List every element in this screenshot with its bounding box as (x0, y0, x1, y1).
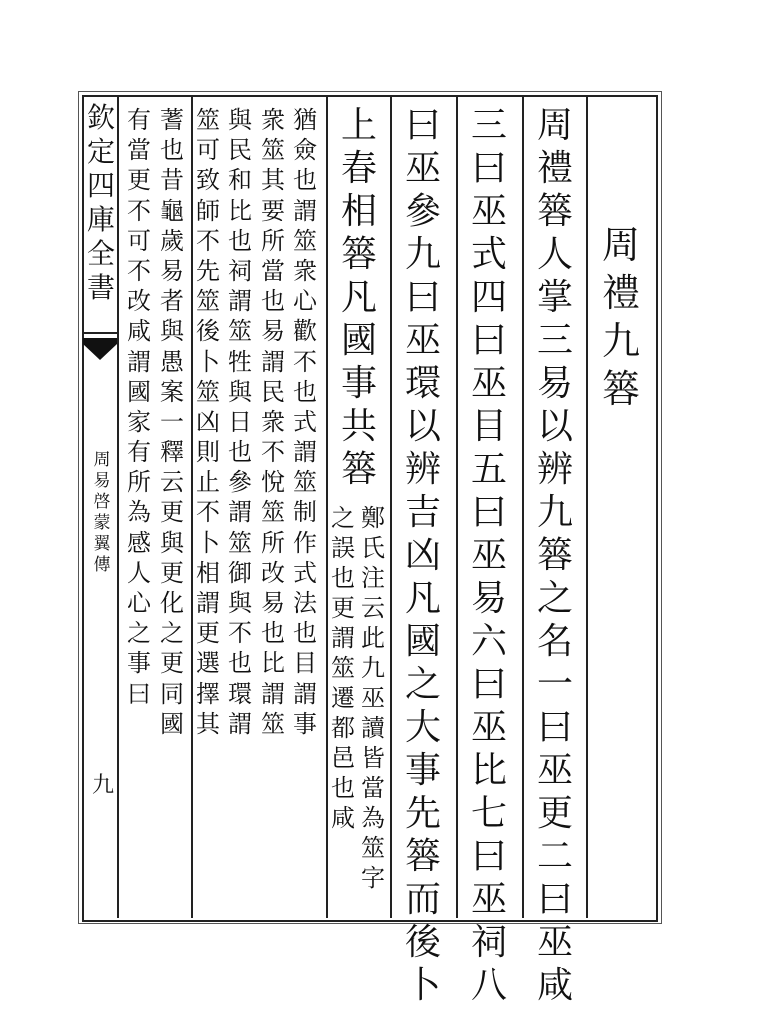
glyph: 凡 (404, 578, 441, 619)
glyph: 所 (261, 226, 285, 255)
glyph: 傳 (93, 555, 111, 575)
commentary-column-10 (124, 108, 154, 712)
glyph: 人 (536, 234, 573, 275)
glyph: 而 (404, 879, 441, 920)
glyph: 與 (160, 317, 184, 346)
column-rule (456, 95, 458, 918)
glyph: 為 (361, 804, 385, 832)
glyph: 龜 (160, 196, 184, 225)
glyph: 之 (536, 578, 573, 619)
glyph: 衆 (261, 407, 285, 436)
glyph: 咸 (536, 965, 573, 1006)
glyph: 此 (361, 624, 385, 652)
glyph: 也 (293, 166, 317, 195)
glyph: 書 (86, 271, 115, 304)
glyph: 也 (261, 619, 285, 648)
glyph: 也 (293, 377, 317, 406)
glyph: 云 (361, 594, 385, 622)
glyph: 筮 (228, 317, 252, 346)
glyph: 周 (601, 223, 640, 267)
glyph: 四 (470, 277, 507, 318)
glyph: 巫 (404, 320, 441, 361)
glyph: 先 (196, 256, 220, 285)
glyph: 式 (293, 558, 317, 587)
glyph: 辨 (404, 449, 441, 490)
glyph: 大 (404, 707, 441, 748)
glyph: 九 (404, 234, 441, 275)
glyph: 有 (127, 106, 151, 134)
glyph: 之 (127, 619, 151, 648)
glyph: 衆 (293, 256, 317, 285)
glyph: 鄭 (361, 504, 385, 532)
glyph: 化 (160, 589, 184, 617)
glyph: 民 (228, 136, 252, 165)
glyph: 巫 (361, 684, 385, 712)
glyph: 目 (293, 649, 317, 678)
glyph: 皆 (361, 744, 385, 772)
glyph: 名 (536, 621, 573, 662)
glyph: 衆 (261, 106, 285, 134)
glyph: 家 (127, 407, 151, 436)
glyph: 心 (127, 589, 151, 617)
glyph: 謂 (228, 498, 252, 527)
glyph: 謂 (293, 196, 317, 225)
glyph: 有 (127, 438, 151, 467)
glyph: 一 (536, 664, 573, 705)
text-column-3 (400, 105, 446, 1011)
glyph: 其 (196, 709, 220, 738)
glyph: 以 (536, 406, 573, 447)
glyph: 九 (601, 319, 640, 363)
column-rule (586, 95, 588, 918)
glyph: 式 (470, 234, 507, 275)
glyph: 所 (127, 468, 151, 497)
glyph: 事 (340, 363, 377, 404)
glyph: 相 (196, 558, 220, 587)
glyph: 巫 (470, 879, 507, 920)
glyph: 曰 (404, 277, 441, 318)
glyph: 遷 (331, 684, 355, 712)
glyph: 也 (228, 438, 252, 467)
commentary-column-8 (193, 108, 223, 742)
glyph: 筮 (293, 226, 317, 255)
glyph: 都 (331, 714, 355, 742)
glyph: 其 (261, 166, 285, 195)
glyph: 筮 (261, 136, 285, 165)
glyph: 曰 (470, 492, 507, 533)
glyph: 簭 (340, 234, 377, 275)
glyph: 九 (536, 492, 573, 533)
text-column-4-main (336, 105, 382, 495)
glyph: 同 (160, 679, 184, 708)
glyph: 改 (261, 558, 285, 587)
glyph: 所 (261, 528, 285, 557)
glyph: 後 (196, 317, 220, 346)
glyph: 心 (293, 287, 317, 316)
glyph: 筮 (196, 106, 220, 134)
glyph: 歡 (293, 317, 317, 346)
glyph: 曰 (470, 148, 507, 189)
glyph: 法 (293, 589, 317, 617)
glyph: 釋 (160, 438, 184, 467)
glyph: 為 (127, 498, 151, 527)
glyph: 也 (261, 287, 285, 316)
glyph: 御 (228, 558, 252, 587)
glyph: 謂 (293, 438, 317, 467)
glyph: 日 (228, 407, 252, 436)
glyph: 六 (470, 621, 507, 662)
glyph: 不 (228, 619, 252, 648)
glyph: 凶 (196, 407, 220, 436)
page-number: 九 (91, 773, 114, 798)
glyph: 簭 (601, 367, 640, 411)
glyph: 可 (127, 226, 151, 255)
column-rule (522, 95, 524, 918)
glyph: 事 (293, 709, 317, 738)
glyph: 巫 (470, 191, 507, 232)
commentary-column-4b (329, 506, 357, 836)
glyph: 筮 (196, 287, 220, 316)
glyph: 與 (228, 106, 252, 134)
glyph: 筮 (228, 528, 252, 557)
glyph: 翼 (93, 534, 111, 554)
glyph: 八 (470, 965, 507, 1006)
glyph: 不 (127, 256, 151, 285)
glyph: 牲 (228, 347, 252, 376)
glyph: 巫 (470, 363, 507, 404)
glyph: 式 (293, 407, 317, 436)
fishtail-line (83, 332, 119, 334)
glyph: 謂 (261, 679, 285, 708)
glyph: 可 (196, 136, 220, 165)
glyph: 吉 (404, 492, 441, 533)
glyph: 簭 (536, 191, 573, 232)
glyph: 之 (160, 619, 184, 648)
glyph: 事 (404, 750, 441, 791)
glyph: 邑 (331, 744, 355, 772)
glyph: 三 (470, 105, 507, 146)
glyph: 卜 (196, 528, 220, 557)
glyph: 掌 (536, 277, 573, 318)
glyph: 謂 (261, 347, 285, 376)
glyph: 師 (196, 196, 220, 225)
glyph: 僉 (293, 136, 317, 165)
glyph: 祠 (228, 256, 252, 285)
glyph: 二 (536, 836, 573, 877)
glyph: 選 (196, 649, 220, 678)
glyph: 也 (331, 564, 355, 592)
glyph: 當 (361, 774, 385, 802)
glyph: 則 (196, 438, 220, 467)
glyph: 筮 (261, 498, 285, 527)
glyph: 筮 (261, 709, 285, 738)
glyph: 人 (127, 558, 151, 587)
glyph: 也 (331, 774, 355, 802)
glyph: 歲 (160, 226, 184, 255)
glyph: 三 (536, 320, 573, 361)
glyph: 蒙 (93, 513, 111, 533)
glyph: 當 (127, 136, 151, 165)
glyph: 更 (160, 649, 184, 678)
glyph: 周 (93, 450, 111, 470)
commentary-column-4a (359, 506, 387, 896)
margin-book-title (84, 101, 118, 308)
column-rule (390, 95, 392, 918)
glyph: 七 (470, 793, 507, 834)
glyph: 謂 (196, 589, 220, 617)
glyph: 國 (404, 621, 441, 662)
glyph: 筮 (361, 834, 385, 862)
commentary-column-9 (157, 108, 187, 742)
glyph: 與 (228, 589, 252, 617)
glyph: 巫 (536, 922, 573, 963)
glyph: 四 (86, 169, 115, 202)
section-heading (596, 223, 646, 418)
glyph: 卜 (404, 965, 441, 1006)
glyph: 巫 (470, 535, 507, 576)
glyph: 易 (261, 589, 285, 617)
glyph: 欽 (86, 101, 115, 134)
glyph: 也 (160, 136, 184, 165)
glyph: 周 (536, 105, 573, 146)
glyph: 巫 (536, 750, 573, 791)
glyph: 案 (160, 377, 184, 406)
glyph: 先 (404, 793, 441, 834)
glyph: 注 (361, 564, 385, 592)
glyph: 要 (261, 196, 285, 225)
glyph: 感 (127, 528, 151, 557)
glyph: 參 (228, 468, 252, 497)
glyph: 昔 (160, 166, 184, 195)
glyph: 禮 (536, 148, 573, 189)
glyph: 悅 (261, 468, 285, 497)
glyph: 春 (340, 148, 377, 189)
glyph: 易 (470, 578, 507, 619)
glyph: 也 (293, 619, 317, 648)
glyph: 國 (340, 320, 377, 361)
glyph: 五 (470, 449, 507, 490)
glyph: 更 (196, 619, 220, 648)
glyph: 與 (160, 528, 184, 557)
glyph: 和 (228, 166, 252, 195)
glyph: 參 (404, 191, 441, 232)
glyph: 蓍 (160, 106, 184, 134)
glyph: 凡 (340, 277, 377, 318)
glyph: 巫 (470, 707, 507, 748)
glyph: 簭 (404, 836, 441, 877)
glyph: 作 (293, 528, 317, 557)
glyph: 辨 (536, 449, 573, 490)
commentary-column-5 (290, 108, 320, 742)
glyph: 曰 (470, 836, 507, 877)
glyph: 一 (160, 407, 184, 436)
glyph: 啓 (93, 492, 111, 512)
glyph: 卜 (196, 347, 220, 376)
glyph: 也 (228, 649, 252, 678)
glyph: 更 (127, 166, 151, 195)
glyph: 祠 (470, 922, 507, 963)
glyph: 當 (261, 256, 285, 285)
glyph: 定 (86, 135, 115, 168)
glyph: 相 (340, 191, 377, 232)
glyph: 曰 (470, 320, 507, 361)
glyph: 云 (160, 468, 184, 497)
glyph: 上 (340, 105, 377, 146)
glyph: 國 (160, 709, 184, 738)
glyph: 後 (404, 922, 441, 963)
commentary-column-6 (258, 108, 288, 742)
commentary-column-7 (225, 108, 255, 742)
glyph: 謂 (127, 347, 151, 376)
glyph: 也 (228, 226, 252, 255)
glyph: 謂 (228, 709, 252, 738)
glyph: 改 (127, 287, 151, 316)
glyph: 曰 (127, 679, 151, 708)
glyph: 字 (361, 864, 385, 892)
glyph: 謂 (293, 679, 317, 708)
glyph: 謂 (228, 287, 252, 316)
text-column-2 (466, 105, 512, 1011)
glyph: 易 (536, 363, 573, 404)
glyph: 氏 (361, 534, 385, 562)
glyph: 環 (404, 363, 441, 404)
margin-sub-title (88, 452, 116, 578)
glyph: 咸 (331, 804, 355, 832)
glyph: 愚 (160, 347, 184, 376)
glyph: 巫 (404, 148, 441, 189)
glyph: 更 (160, 498, 184, 527)
glyph: 咸 (127, 317, 151, 346)
glyph: 曰 (536, 879, 573, 920)
glyph: 之 (331, 504, 355, 532)
glyph: 禮 (601, 271, 640, 315)
glyph: 民 (261, 377, 285, 406)
glyph: 曰 (404, 105, 441, 146)
glyph: 簭 (536, 535, 573, 576)
glyph: 擇 (196, 679, 220, 708)
glyph: 制 (293, 498, 317, 527)
glyph: 簭 (340, 449, 377, 490)
glyph: 國 (127, 377, 151, 406)
glyph: 不 (127, 196, 151, 225)
glyph: 比 (470, 750, 507, 791)
glyph: 猶 (293, 106, 317, 134)
glyph: 環 (228, 679, 252, 708)
glyph: 致 (196, 166, 220, 195)
glyph: 誤 (331, 534, 355, 562)
glyph: 易 (160, 256, 184, 285)
fishtail-mark (83, 338, 117, 360)
glyph: 筮 (293, 468, 317, 497)
glyph: 不 (261, 438, 285, 467)
glyph: 謂 (331, 624, 355, 652)
glyph: 更 (331, 594, 355, 622)
glyph: 止 (196, 468, 220, 497)
glyph: 比 (261, 649, 285, 678)
glyph: 凶 (404, 535, 441, 576)
glyph: 不 (196, 226, 220, 255)
glyph: 與 (228, 377, 252, 406)
glyph: 以 (404, 406, 441, 447)
glyph: 共 (340, 406, 377, 447)
glyph: 庫 (86, 203, 115, 236)
glyph: 之 (404, 664, 441, 705)
glyph: 曰 (536, 707, 573, 748)
glyph: 不 (196, 498, 220, 527)
column-rule (326, 95, 328, 918)
glyph: 筮 (331, 654, 355, 682)
glyph: 易 (261, 317, 285, 346)
glyph: 九 (361, 654, 385, 682)
glyph: 曰 (470, 664, 507, 705)
glyph: 者 (160, 287, 184, 316)
glyph: 目 (470, 406, 507, 447)
glyph: 更 (536, 793, 573, 834)
glyph: 事 (127, 649, 151, 678)
text-column-1 (532, 105, 578, 1011)
glyph: 易 (93, 471, 111, 491)
glyph: 全 (86, 237, 115, 270)
glyph: 更 (160, 558, 184, 587)
glyph: 比 (228, 196, 252, 225)
glyph: 讀 (361, 714, 385, 742)
glyph: 不 (293, 347, 317, 376)
glyph: 筮 (196, 377, 220, 406)
